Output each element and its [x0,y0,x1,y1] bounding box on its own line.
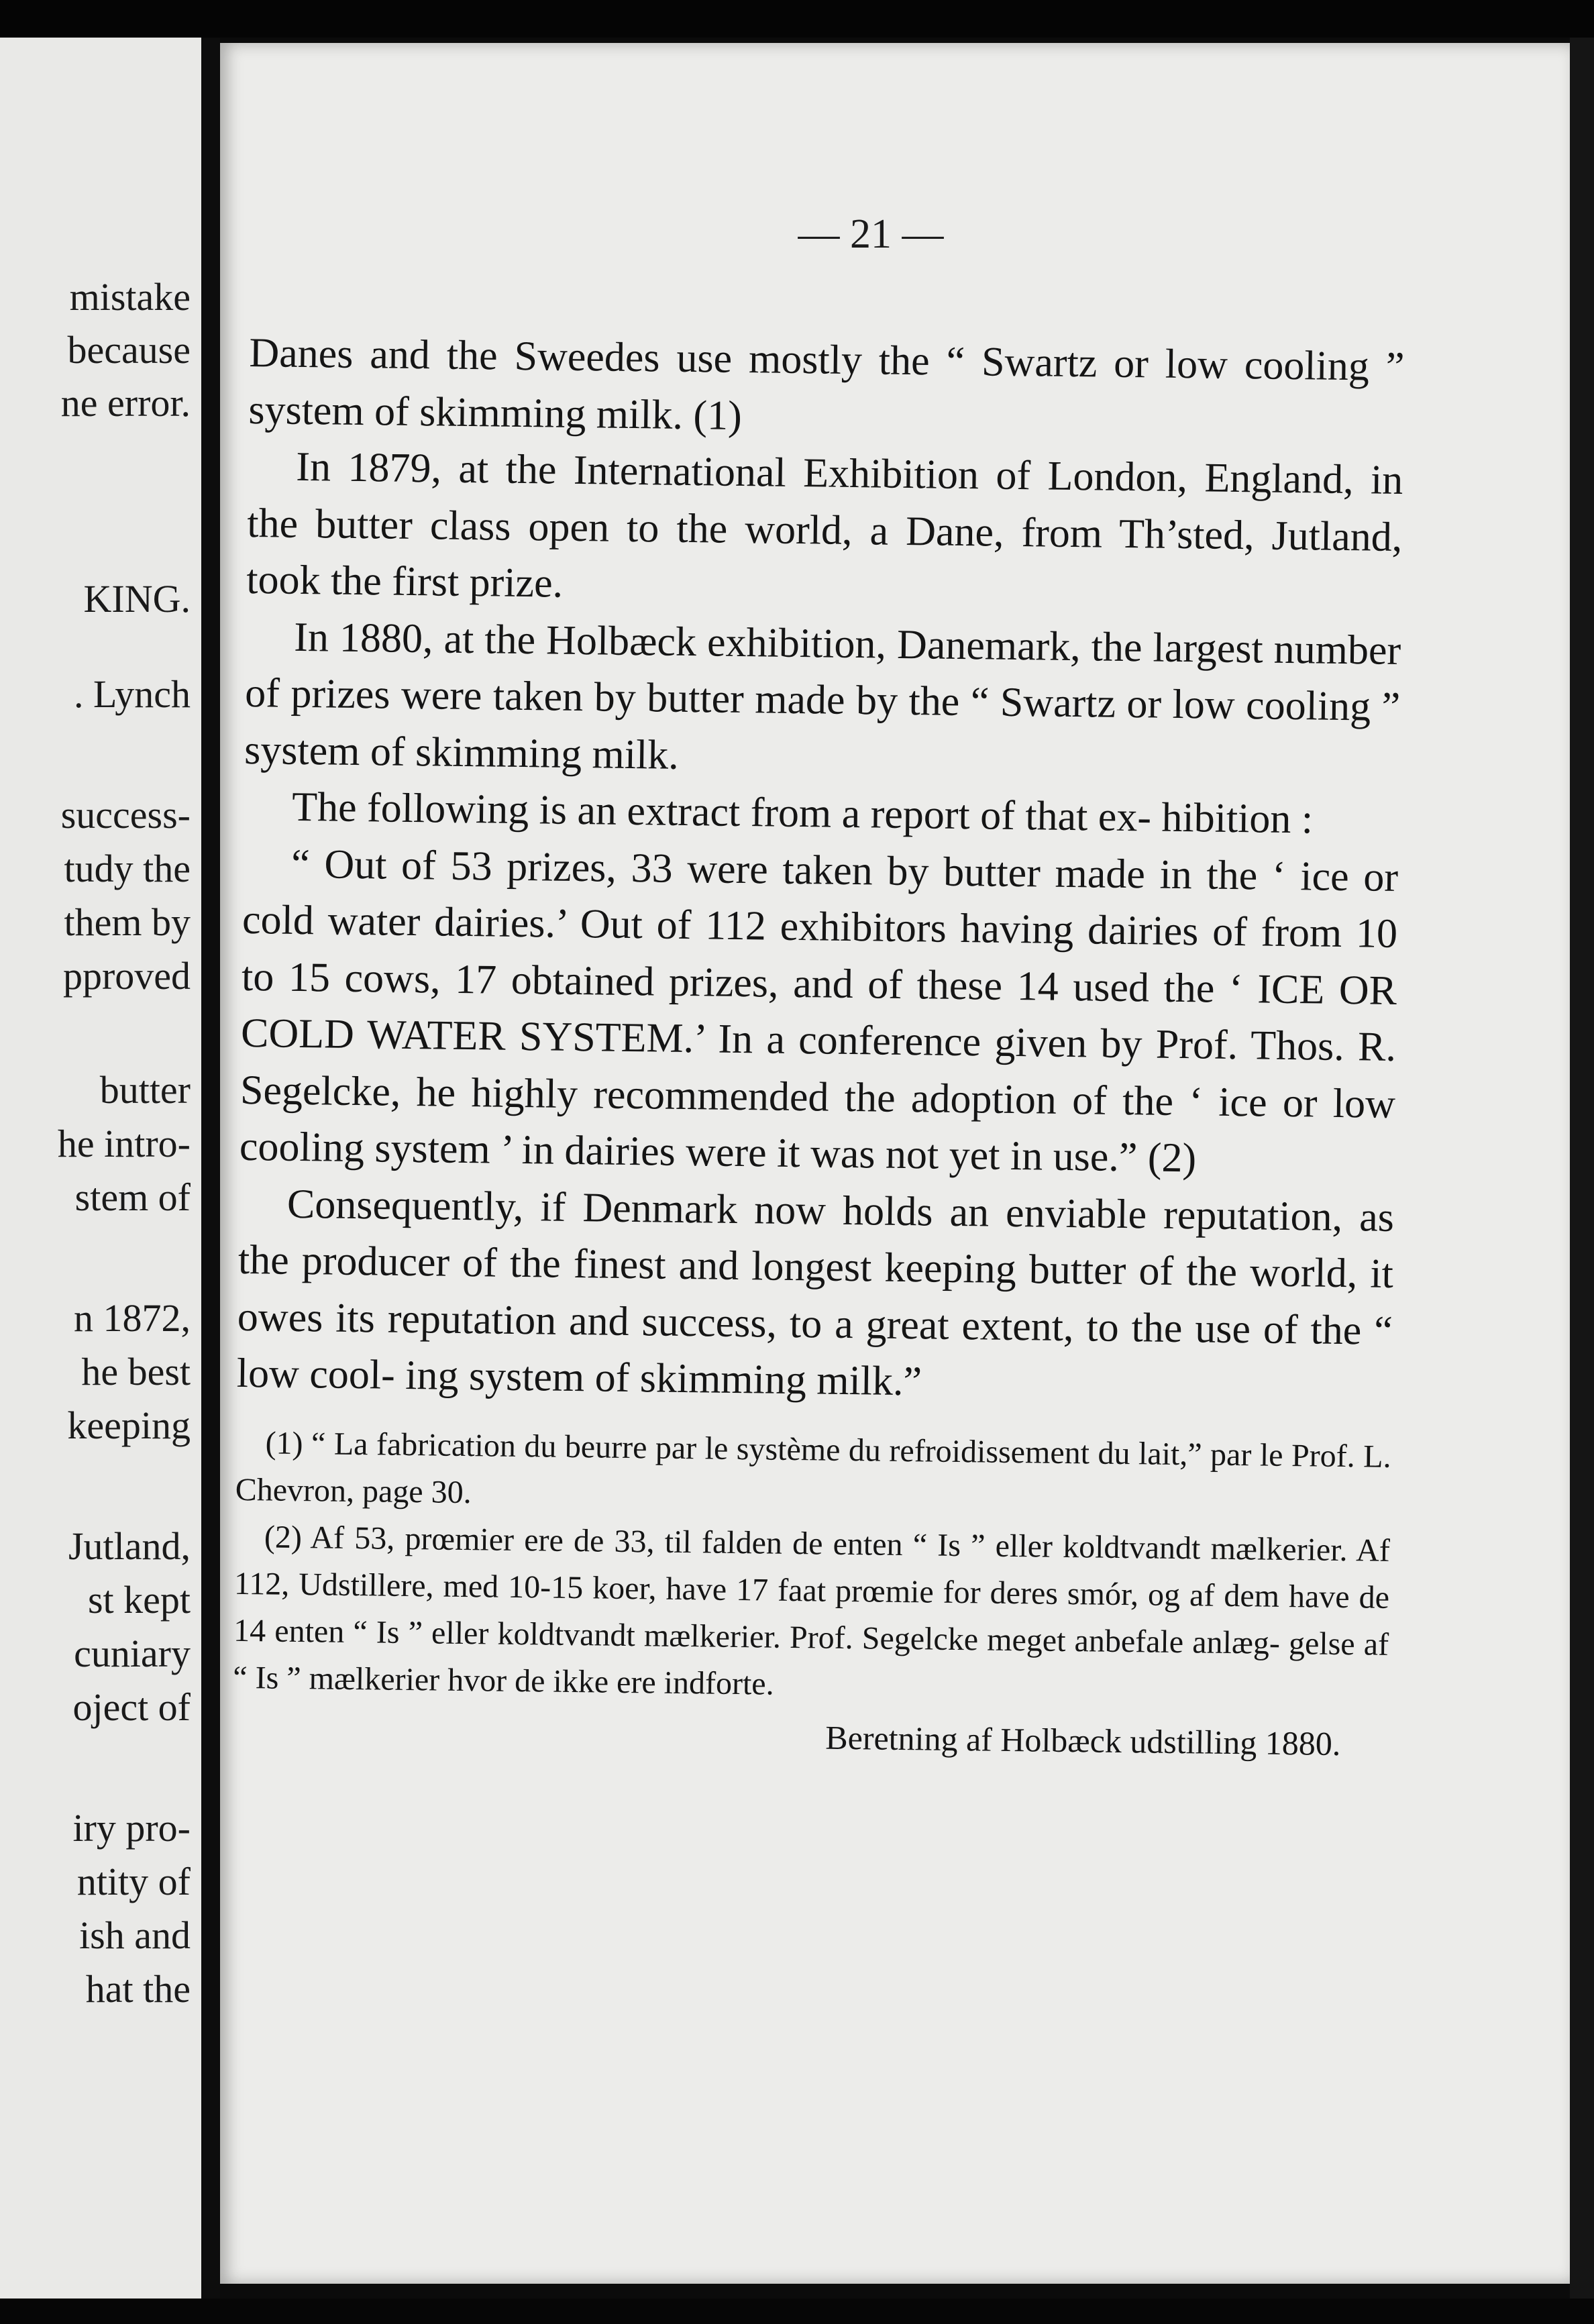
footnote-1: (1) “ La fabrication du beurre par le système du refroidissement du lait,” par le Prof. L. Chevron, page 30. [235,1424,1391,1510]
footnote-source: Beretning af Holbæck udstilling 1880. [825,1718,1341,1762]
page-number: — 21 — [798,211,944,257]
left-facing-page [0,38,201,2299]
paragraph-conclusion: Consequently, if Denmark now holds an enviable reputation, as the producer of the finest and longest keeping butter of the world, it owes its reputation and success, to a great extent, to the use of the “ low cool- ing system of skimming milk.” [236,1181,1395,1405]
left-page-line: n 1872, [74,1296,191,1340]
left-page-line: stem of [74,1175,191,1219]
left-page-line: he intro- [57,1122,191,1165]
page-body [232,325,1405,1767]
left-page-line: butter [99,1068,191,1112]
book-gutter [201,38,220,2305]
left-page-line: tudy the [64,847,191,890]
left-page-line: iry pro- [72,1806,191,1850]
left-page-line: oject of [72,1685,191,1729]
left-page-line: st kept [87,1578,191,1622]
left-page-line: pproved [62,954,191,998]
paragraph-holbaeck-exhibition: In 1880, at the Holbæck exhibition, Danemark, the largest number of prizes were taken by butter made by the “ Swartz or low cooling ” system of skimming milk. [244,614,1401,778]
footnote-2: (2) Af 53, prœmier ere de 33, til falden de enten “ Is ” eller koldtvandt mælkerier. Af 112, Udstillere, med 10-15 koer, have 17 faat prœmie for deres smór, og af dem have de 14 enten “ Is ” eller koldtvandt mælkerier. Prof. Segelcke meget anbefale anlæg- gelse af “ Is ” mælkerier hvor de ikke ere indforte. [233,1518,1391,1702]
left-page-line: ne error. [60,381,191,425]
scan-bottom-border [0,2299,1594,2324]
left-page-line: hat the [85,1967,191,2011]
left-page-line: ntity of [76,1860,191,1903]
scan-top-border [0,0,1594,38]
left-page-line: ish and [79,1913,191,1957]
page-edge-shadow [1570,38,1594,2305]
left-page-line: them by [64,900,191,944]
paragraph-london-exhibition: In 1879, at the International Exhibition of London, England, in the butter class open to the world, a Dane, from Th’sted, Jutland, took the first prize. [246,443,1403,606]
left-page-line: he best [81,1350,191,1393]
left-page-line: cuniary [74,1632,191,1675]
left-page-line: success- [60,793,191,837]
paragraph-continuation: Danes and the Sweedes use mostly the “ Swartz or low cooling ” system of skimming milk. (1) [248,329,1405,439]
left-page-line: keeping [67,1404,191,1447]
left-page-line: because [67,328,191,372]
left-page-line: KING. [83,577,191,621]
left-page-line: Jutland, [68,1524,191,1568]
paragraph-extract-intro: The following is an extract from a report of that ex- hibition : [291,784,1314,843]
left-page-line: mistake [69,275,191,319]
paragraph-quoted-report: “ Out of 53 prizes, 33 were taken by butter made in the ‘ ice or cold water dairies.’ Out of 112 exhibitors having dairies of from 10 to 15 cows, 17 obtained prizes, and of these 14 used the ‘ ICE OR COLD WATER SYSTEM.’ In a conference given by Prof. Thos. R. Segelcke, he highly recommended the adoption of the ‘ ice or low cooling system ’ in dairies were it was not yet in use.” (2) [239,841,1399,1181]
page-21 [220,43,1570,2284]
left-page-line: . Lynch [74,672,191,716]
